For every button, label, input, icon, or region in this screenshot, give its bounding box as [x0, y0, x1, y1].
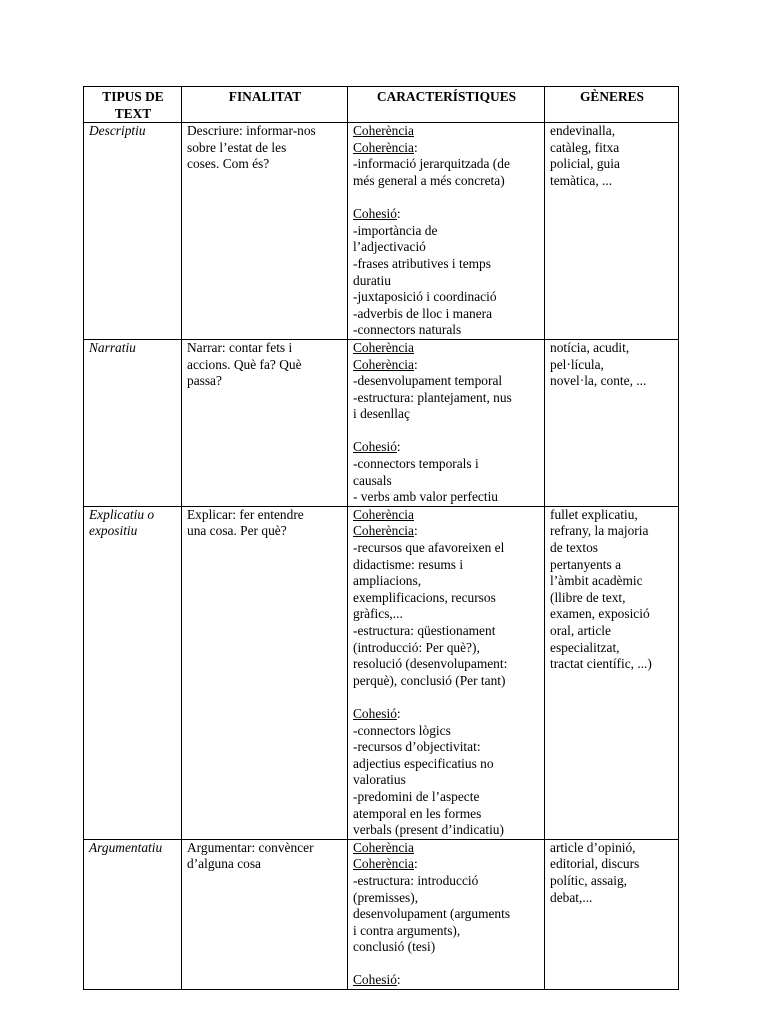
coherence-line: i desenllaç — [353, 406, 410, 422]
genre-line: temàtica, ... — [550, 172, 613, 188]
cohesion-line: -predomini de l’aspecte — [353, 788, 480, 804]
coherence-line: i contra arguments), — [353, 922, 461, 938]
cohesion-heading: Cohesió: — [353, 206, 401, 222]
cohesion-line: verbals (present d’indicatiu) — [353, 822, 504, 838]
header-generes: GÈNERES — [545, 87, 679, 123]
coherence-line: perquè), conclusió (Per tant) — [353, 672, 506, 688]
coherence-label: Coherència — [353, 523, 414, 539]
cohesion-line: valoratius — [353, 772, 406, 788]
spacer — [353, 423, 540, 440]
coherence-line: -estructura: plantejament, nus — [353, 389, 512, 405]
coherence-heading: Coherència: — [353, 856, 418, 872]
text-types-table — [83, 86, 679, 990]
genre-line: tractat científic, ...) — [550, 656, 652, 672]
purpose-line: accions. Què fa? Què — [187, 356, 302, 372]
purpose-line: sobre l’estat de les — [187, 139, 287, 155]
purpose-line: passa? — [187, 373, 222, 389]
purpose-line: Descriure: informar-nos — [187, 123, 316, 139]
cohesion-line: atemporal en les formes — [353, 805, 482, 821]
type-cell: Explicatiu o expositiu — [84, 506, 182, 839]
purpose-cell — [182, 506, 348, 839]
coherence-line: desenvolupament (arguments — [353, 906, 511, 922]
coherence-line: -informació jerarquitzada (de — [353, 156, 510, 172]
cohesion-line: -adverbis de lloc i manera — [353, 305, 493, 321]
coherence-line: -estructura: introducció — [353, 872, 479, 888]
cohesion-heading: Cohesió: — [353, 439, 401, 455]
coherence-line: conclusió (tesi) — [353, 939, 436, 955]
purpose-line: coses. Com és? — [187, 156, 270, 172]
coherence-line: resolució (desenvolupament: — [353, 656, 508, 672]
genre-line: article d’opinió, — [550, 839, 636, 855]
type-cell: Descriptiu — [84, 123, 182, 340]
purpose-line: Argumentar: convèncer — [187, 839, 314, 855]
coherence-line: més general a més concreta) — [353, 172, 505, 188]
cohesion-line: - verbs amb valor perfectiu — [353, 489, 499, 505]
spacer — [353, 190, 540, 207]
coherence-line: gràfics,... — [353, 606, 403, 622]
coherence-label: Coherència — [353, 356, 414, 372]
coherence-line: (introducció: Per què?), — [353, 639, 480, 655]
coherence-line: -recursos que afavoreixen el — [353, 540, 505, 556]
header-caracteristiques: CARACTERÍSTIQUES — [348, 87, 545, 123]
purpose-cell — [182, 123, 348, 340]
purpose-line: d’alguna cosa — [187, 856, 261, 872]
characteristics-cell — [348, 506, 545, 839]
type-cell: Narratiu — [84, 339, 182, 506]
coherence-label: Coherència — [353, 339, 414, 355]
cohesion-line: l’adjectivació — [353, 239, 426, 255]
genre-line: refrany, la majoria — [550, 523, 649, 539]
genres-cell — [545, 123, 679, 340]
coherence-line: -estructura: qüestionament — [353, 623, 496, 638]
genre-line: pertanyents a — [550, 556, 622, 572]
genre-line: novel·la, conte, ... — [550, 373, 647, 389]
coherence-line: didactisme: resums i — [353, 556, 464, 572]
cohesion-line: -juxtaposició i coordinació — [353, 289, 497, 305]
cohesion-line: -connectors temporals i — [353, 456, 479, 472]
cohesion-line: duratiu — [353, 272, 391, 288]
cohesion-heading: Cohesió: — [353, 705, 401, 721]
cohesion-line: -importància de — [353, 222, 438, 238]
coherence-label: Coherència — [353, 123, 414, 139]
coherence-line: exemplificacions, recursos — [353, 589, 496, 605]
genre-line: pel·lícula, — [550, 356, 604, 372]
cohesion-line: -recursos d’objectivitat: — [353, 739, 481, 755]
genre-line: l’àmbit acadèmic — [550, 573, 643, 589]
genre-line: editorial, discurs — [550, 856, 640, 872]
cohesion-label: Cohesió — [353, 206, 397, 222]
table-row — [84, 123, 679, 340]
header-tipus: TIPUS DE TEXT — [84, 87, 182, 123]
genre-line: notícia, acudit, — [550, 339, 630, 355]
genre-line: debat,... — [550, 889, 593, 905]
genre-line: de textos — [550, 540, 598, 556]
cohesion-label: Cohesió — [353, 439, 397, 455]
genre-line: oral, article — [550, 623, 611, 638]
genre-line: endevinalla, — [550, 123, 616, 139]
purpose-line: Narrar: contar fets i — [187, 339, 293, 355]
table-row — [84, 506, 679, 839]
table-header-row — [84, 87, 679, 123]
genres-cell — [545, 339, 679, 506]
purpose-line: una cosa. Per què? — [187, 523, 287, 539]
cohesion-line: -frases atributives i temps — [353, 255, 491, 271]
table-row — [84, 339, 679, 506]
coherence-label: Coherència — [353, 139, 414, 155]
coherence-label: Coherència — [353, 856, 414, 872]
coherence-label: Coherència — [353, 506, 414, 522]
spacer — [353, 689, 540, 706]
table-row — [84, 839, 679, 989]
coherence-line: ampliacions, — [353, 573, 422, 589]
cohesion-heading: Cohesió: — [353, 972, 401, 988]
cohesion-line: causals — [353, 472, 392, 488]
coherence-line: (premisses), — [353, 889, 419, 905]
coherence-heading: Coherència: — [353, 356, 418, 372]
characteristics-cell — [348, 839, 545, 989]
type-cell: Argumentatiu — [84, 839, 182, 989]
coherence-label: Coherència — [353, 839, 414, 855]
cohesion-line: adjectius especificatius no — [353, 755, 494, 771]
genres-cell — [545, 506, 679, 839]
genre-line: (llibre de text, — [550, 589, 626, 605]
cohesion-label: Cohesió — [353, 705, 397, 721]
genres-cell — [545, 839, 679, 989]
purpose-cell — [182, 339, 348, 506]
genre-line: fullet explicatiu, — [550, 506, 638, 522]
genre-line: catàleg, fitxa — [550, 139, 620, 155]
coherence-line: -desenvolupament temporal — [353, 373, 503, 389]
purpose-line: Explicar: fer entendre — [187, 506, 304, 522]
characteristics-cell — [348, 339, 545, 506]
genre-line: policial, guia — [550, 156, 620, 172]
cohesion-label: Cohesió — [353, 972, 397, 988]
coherence-heading: Coherència: — [353, 139, 418, 155]
genre-line: examen, exposició — [550, 606, 650, 622]
characteristics-cell — [348, 123, 545, 340]
coherence-heading: Coherència: — [353, 523, 418, 539]
genre-line: especialitzat, — [550, 639, 620, 655]
header-finalitat: FINALITAT — [182, 87, 348, 123]
genre-line: polític, assaig, — [550, 872, 627, 888]
cohesion-line: -connectors naturals — [353, 322, 462, 338]
cohesion-line: -connectors lògics — [353, 722, 451, 738]
spacer — [353, 956, 540, 973]
purpose-cell — [182, 839, 348, 989]
